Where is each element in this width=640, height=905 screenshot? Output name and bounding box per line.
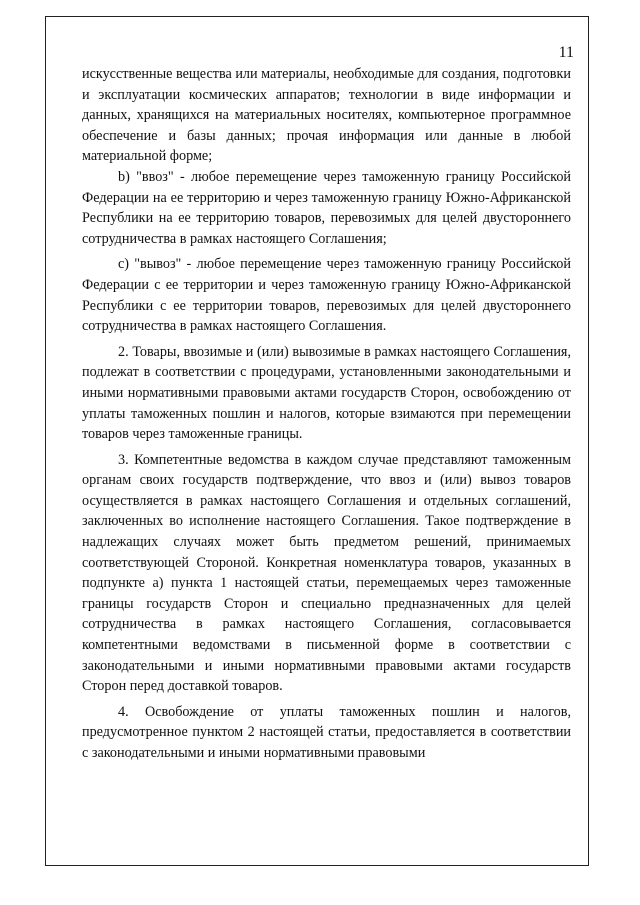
paragraph-export-definition: c) "вывоз" - любое перемещение через таможенную границу Российской Федерации с ее территории и через таможенную границу Южно-Африканской Республики с ее территории товаров, перевозимых для целей двустороннего сотрудничества в рамках настоящего Соглашения. bbox=[82, 256, 571, 335]
document-body bbox=[82, 64, 571, 764]
paragraph-item-3: 3. Компетентные ведомства в каждом случае представляют таможенным органам своих государств подтверждение, что ввоз и (или) вывоз товаров осуществляется в рамках настоящего Соглашения и отдельных соглашений, заключенных во исполнение настоящего Соглашения. Такое подтверждение в надлежащих случаях может быть предметом решений, принимаемых соответствующей Стороной. Конкретная номенклатура товаров, указанных в подпункте a) пункта 1 настоящей статьи, перемещаемых через таможенные границы государств Сторон и специально предназначенных для целей сотрудничества в рамках настоящего Соглашения, согласовывается компетентными ведомствами в письменной форме в соответствии с законодательными и иными нормативными правовыми актами государств Сторон перед доставкой товаров. bbox=[82, 451, 571, 695]
page-number: 11 bbox=[558, 44, 574, 61]
paragraph-item-4: 4. Освобождение от уплаты таможенных пошлин и налогов, предусмотренное пунктом 2 настоящей статьи, предоставляется в соответствии с законодательными и иными нормативными правовыми bbox=[82, 703, 571, 761]
paragraph-materials-continuation: искусственные вещества или материалы, необходимые для создания, подготовки и эксплуатации космических аппаратов; технологии в виде информации и данных, хранящихся на материальных носителях, компьютерное программное обеспечение и базы данных; прочая информация или данные в любой материальной форме; bbox=[82, 66, 571, 165]
paragraph-import-definition: b) "ввоз" - любое перемещение через таможенную границу Российской Федерации на ее территорию и через таможенную границу Южно-Африканской Республики на ее территорию товаров, перевозимых для целей двустороннего сотрудничества в рамках настоящего Соглашения; bbox=[82, 168, 571, 247]
paragraph-item-2: 2. Товары, ввозимые и (или) вывозимые в рамках настоящего Соглашения, подлежат в соответствии с процедурами, установленными законодательными и иными нормативными правовыми актами государств Сторон, освобождению от уплаты таможенных пошлин и налогов, которые взимаются при перемещении товаров через таможенные границы. bbox=[82, 343, 571, 443]
